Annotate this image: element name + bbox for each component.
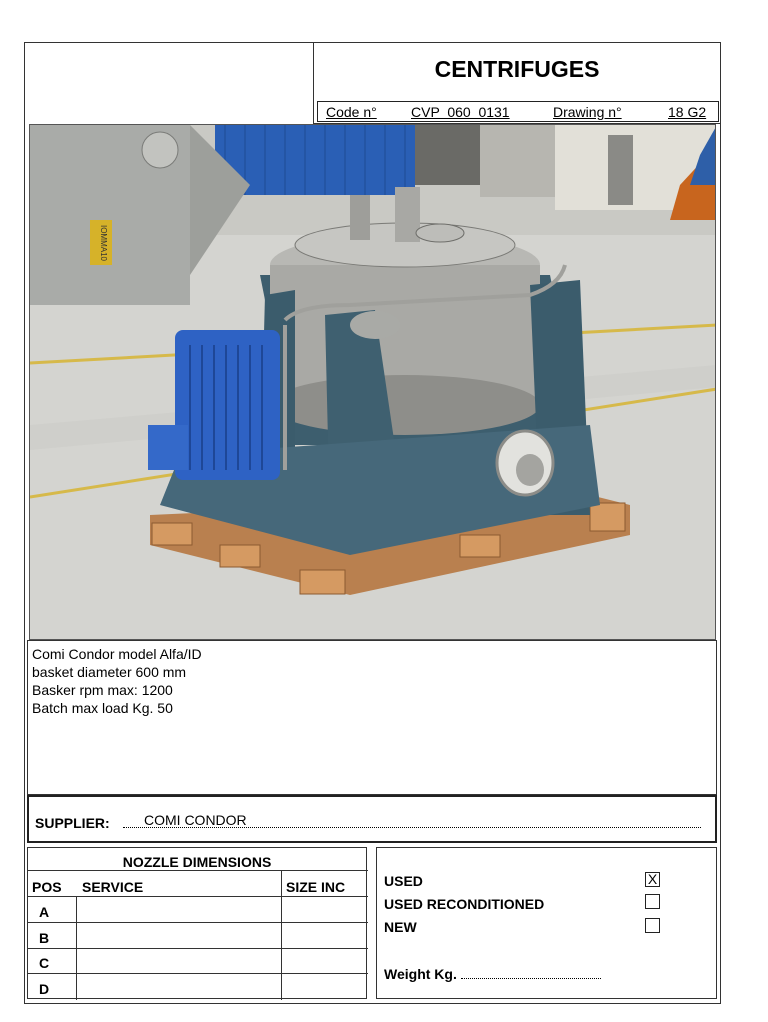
- col-header-service: SERVICE: [82, 879, 144, 895]
- page-title: CENTRIFUGES: [434, 56, 600, 82]
- code-value: CVP 060 0131: [411, 104, 510, 120]
- table-row-pos: A: [39, 904, 50, 920]
- condition-reconditioned-label: USED RECONDITIONED: [384, 896, 545, 912]
- condition-used-checkbox[interactable]: X: [645, 872, 660, 887]
- drawing-value: 18 G2: [668, 104, 707, 120]
- description-line: basket diameter 600 mm: [32, 664, 187, 680]
- condition-used-label: USED: [384, 873, 423, 889]
- code-bar: [317, 101, 719, 122]
- product-photo: [29, 124, 716, 640]
- weight-label: Weight Kg.: [384, 966, 457, 982]
- description-line: Batch max load Kg. 50: [32, 700, 173, 716]
- col-header-size: SIZE INC: [286, 879, 346, 895]
- table-row-pos: C: [39, 955, 50, 971]
- vessel-label: IOMMA10: [99, 224, 108, 262]
- header-logo-area: [24, 42, 314, 124]
- condition-reconditioned-checkbox[interactable]: [645, 894, 660, 909]
- table-row-pos: D: [39, 981, 50, 997]
- weight-dotted-line: [461, 974, 601, 979]
- supplier-box: [27, 795, 717, 843]
- description-line: Basker rpm max: 1200: [32, 682, 173, 698]
- condition-new-label: NEW: [384, 919, 417, 935]
- col-header-pos: POS: [32, 879, 62, 895]
- condition-box: [376, 847, 717, 999]
- table-row-pos: B: [39, 930, 50, 946]
- nozzle-title: NOZZLE DIMENSIONS: [122, 854, 272, 870]
- drawing-label: Drawing n°: [553, 104, 622, 120]
- nozzle-table: [27, 847, 367, 999]
- centrifuge-photo-illustration: [30, 125, 716, 640]
- description-line: Comi Condor model Alfa/ID: [32, 646, 202, 662]
- supplier-label: SUPPLIER:: [35, 815, 110, 831]
- supplier-value: COMI CONDOR: [144, 812, 247, 828]
- code-label: Code n°: [326, 104, 377, 120]
- condition-new-checkbox[interactable]: [645, 918, 660, 933]
- description-box: [27, 640, 717, 795]
